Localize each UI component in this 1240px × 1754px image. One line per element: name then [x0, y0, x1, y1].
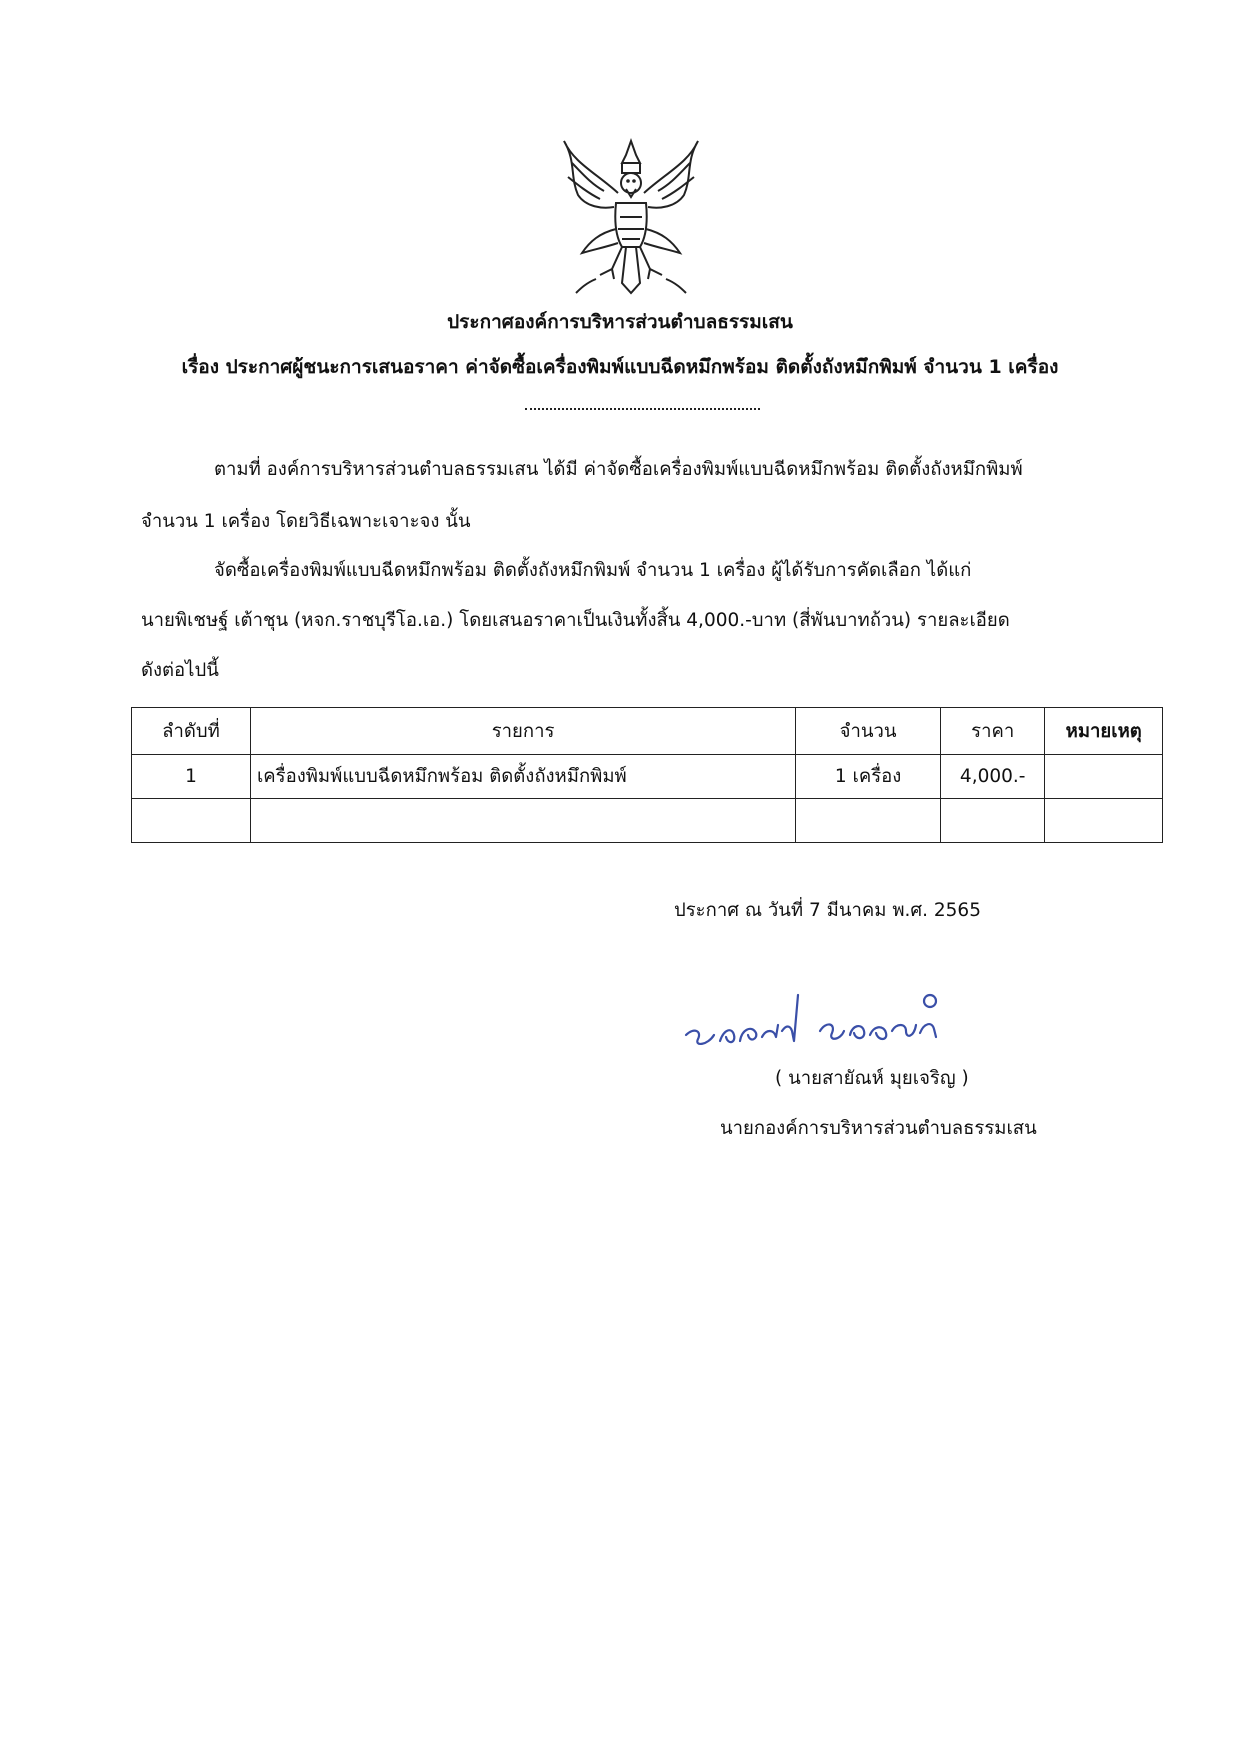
cell-no: 1 — [132, 755, 251, 799]
col-header-qty: จำนวน — [796, 708, 941, 755]
garuda-emblem — [556, 133, 706, 298]
cell-price: 4,000.- — [940, 755, 1045, 799]
col-header-item: รายการ — [250, 708, 795, 755]
signatory-name: ( นายสายัณห์ มุยเจริญ ) — [775, 1068, 969, 1089]
paragraph-1-line-2: จำนวน 1 เครื่อง โดยวิธีเฉพาะเจาะจง นั้น — [141, 511, 471, 532]
signatory-title: นายกองค์การบริหารส่วนตำบลธรรมเสน — [720, 1118, 1037, 1139]
paragraph-2-line-3: ดังต่อไปนี้ — [141, 660, 219, 681]
cell-qty: 1 เครื่อง — [796, 755, 941, 799]
items-table — [131, 707, 1163, 843]
cell-remark — [1045, 799, 1163, 843]
paragraph-2-line-2: นายพิเชษฐ์ เต้าชุน (หจก.ราชบุรีโอ.เอ.) โดยเสนอราคาเป็นเงินทั้งสิ้น 4,000.-บาท (สี่พันบาทถ้วน) รายละเอียด — [141, 610, 1010, 631]
table-header-row — [132, 708, 1163, 755]
paragraph-1-line-1: ตามที่ องค์การบริหารส่วนตำบลธรรมเสน ได้มี ค่าจัดซื้อเครื่องพิมพ์แบบฉีดหมึกพร้อม ติดตั้งถังหมึกพิมพ์ — [214, 459, 1023, 480]
paragraph-2-line-1: จัดซื้อเครื่องพิมพ์แบบฉีดหมึกพร้อม ติดตั้งถังหมึกพิมพ์ จำนวน 1 เครื่อง ผู้ได้รับการคัดเลือก ได้แก่ — [214, 560, 972, 581]
table-row — [132, 799, 1163, 843]
announcement-title: ประกาศองค์การบริหารส่วนตำบลธรรมเสน — [447, 311, 793, 333]
cell-item — [250, 799, 795, 843]
cell-qty — [796, 799, 941, 843]
cell-item: เครื่องพิมพ์แบบฉีดหมึกพร้อม ติดตั้งถังหมึกพิมพ์ — [250, 755, 795, 799]
announcement-subject: เรื่อง ประกาศผู้ชนะการเสนอราคา ค่าจัดซื้อเครื่องพิมพ์แบบฉีดหมึกพร้อม ติดตั้งถังหมึกพิมพ์ จำนวน 1 เครื่อง — [181, 356, 1059, 378]
separator-dots — [525, 408, 760, 410]
col-header-no: ลำดับที่ — [132, 708, 251, 755]
table-row — [132, 755, 1163, 799]
cell-remark — [1045, 755, 1163, 799]
announcement-date: ประกาศ ณ วันที่ 7 มีนาคม พ.ศ. 2565 — [674, 900, 981, 921]
col-header-remark: หมายเหตุ — [1045, 708, 1163, 755]
cell-no — [132, 799, 251, 843]
signature-image — [680, 985, 970, 1065]
col-header-price: ราคา — [940, 708, 1045, 755]
cell-price — [940, 799, 1045, 843]
